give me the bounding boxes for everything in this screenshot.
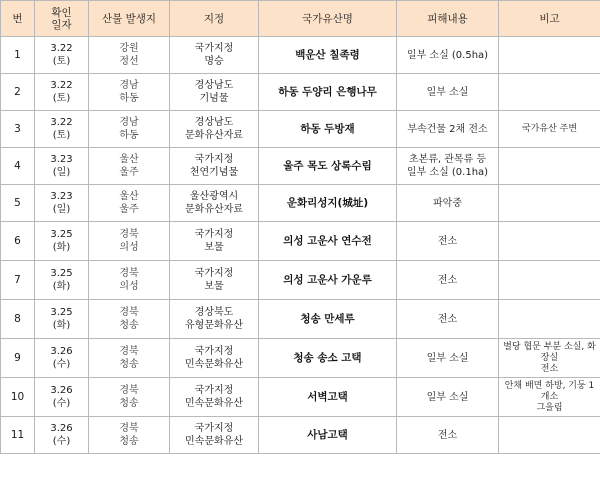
cell-note: [499, 148, 600, 185]
cell-designation-line2: 민속문화유산: [185, 359, 243, 370]
table-row: [1, 37, 600, 74]
cell-region: [89, 185, 170, 222]
cell-no-line1: 6: [14, 234, 21, 247]
table-row: [1, 148, 600, 185]
table-row: [1, 74, 600, 111]
cell-heritage-name: [259, 339, 397, 378]
cell-designation-line2: 기념물: [199, 93, 229, 104]
cell-region-line2: 의성: [119, 242, 139, 253]
cell-region: [89, 222, 170, 261]
cell-damage-line2: 일부 소실 (0.1ha): [406, 167, 489, 178]
cell-region-line1: 경북: [119, 423, 139, 434]
cell-designation-line2: 유형문화유산: [185, 320, 243, 331]
cell-no-line1: 9: [14, 351, 21, 364]
header-region: 산불 발생지: [89, 1, 170, 37]
cell-damage: [397, 261, 499, 300]
cell-date-line1: 3.22: [50, 80, 73, 91]
cell-designation: [170, 378, 259, 417]
cell-designation-line2: 민속문화유산: [185, 398, 243, 409]
cell-region-line2: 청송: [119, 436, 139, 447]
cell-region: [89, 111, 170, 148]
cell-date-line2: (일): [52, 167, 71, 178]
cell-damage-line1: 일부 소실: [426, 391, 469, 403]
cell-designation: [170, 111, 259, 148]
cell-date: [35, 222, 89, 261]
table-row: [1, 417, 600, 454]
cell-designation-line2: 문화유산자료: [185, 204, 243, 215]
cell-note: [499, 339, 600, 378]
header-name: 국가유산명: [259, 1, 397, 37]
cell-damage-line1: 초본류, 관목류 등: [408, 154, 487, 165]
cell-damage-line1: 일부 소실: [426, 86, 469, 98]
cell-region-line2: 하동: [119, 130, 139, 141]
cell-date-line1: 3.25: [50, 229, 73, 240]
cell-damage-line1: 일부 소실: [426, 352, 469, 364]
cell-note: [499, 417, 600, 454]
cell-region: [89, 417, 170, 454]
cell-heritage-name: [259, 378, 397, 417]
header-row: [1, 1, 600, 37]
cell-note: [499, 74, 600, 111]
cell-no: [1, 378, 35, 417]
cell-region-line1: 경북: [119, 346, 139, 357]
cell-region-line1: 울산: [119, 154, 139, 165]
header-designation: 지정: [170, 1, 259, 37]
cell-note-line1: 별당 협문 부분 소실, 화장실: [503, 341, 596, 363]
cell-heritage-name-line1: 울주 목도 상록수림: [283, 159, 372, 172]
cell-region: [89, 339, 170, 378]
cell-designation-line1: 국가지정: [194, 423, 234, 434]
table-row: [1, 185, 600, 222]
table-row: [1, 378, 600, 417]
header-date-line1: 확인: [51, 6, 72, 19]
cell-date-line2: (화): [52, 281, 71, 292]
cell-region-line2: 하동: [119, 93, 139, 104]
cell-region-line2: 정선: [119, 56, 139, 67]
cell-damage: [397, 378, 499, 417]
cell-no-line1: 1: [14, 48, 21, 61]
cell-region-line2: 청송: [119, 320, 139, 331]
cell-no-line1: 8: [14, 312, 21, 325]
cell-date: [35, 300, 89, 339]
cell-damage-line1: 부속건물 2채 전소: [407, 123, 488, 135]
cell-damage: [397, 222, 499, 261]
cell-date: [35, 148, 89, 185]
cell-date: [35, 339, 89, 378]
cell-damage-line1: 일부 소실 (0.5ha): [406, 49, 489, 61]
cell-date-line1: 3.25: [50, 307, 73, 318]
cell-heritage-name-line1: 운화리성지(城址): [286, 196, 369, 209]
cell-damage: [397, 74, 499, 111]
cell-heritage-name-line1: 백운산 칠족령: [295, 48, 360, 61]
cell-note-line2: 전소: [540, 363, 559, 374]
cell-designation-line2: 천연기념물: [189, 167, 239, 178]
cell-designation-line1: 국가지정: [194, 268, 234, 279]
cell-date-line1: 3.26: [50, 385, 73, 396]
cell-designation: [170, 261, 259, 300]
cell-note-line1: 안채 배면 하방, 기둥 1개소: [504, 380, 595, 402]
cell-note: [499, 37, 600, 74]
cell-heritage-name: [259, 74, 397, 111]
cell-damage-line1: 전소: [437, 274, 458, 286]
cell-date-line1: 3.22: [50, 117, 73, 128]
cell-damage: [397, 185, 499, 222]
cell-heritage-name-line1: 청송 송소 고택: [293, 351, 362, 364]
cell-no: [1, 339, 35, 378]
cell-designation-line1: 국가지정: [194, 229, 234, 240]
cell-damage: [397, 37, 499, 74]
cell-date-line1: 3.23: [50, 154, 73, 165]
cell-date: [35, 111, 89, 148]
cell-date-line1: 3.22: [50, 43, 73, 54]
cell-no-line1: 3: [14, 122, 21, 135]
cell-heritage-name: [259, 37, 397, 74]
cell-heritage-name: [259, 222, 397, 261]
cell-date-line1: 3.26: [50, 346, 73, 357]
cell-note-line2: 그을림: [536, 402, 563, 413]
cell-note: [499, 300, 600, 339]
cell-damage: [397, 111, 499, 148]
header-damage: 피해내용: [397, 1, 499, 37]
cell-designation-line2: 민속문화유산: [185, 436, 243, 447]
cell-designation-line1: 국가지정: [194, 43, 234, 54]
cell-heritage-name: [259, 111, 397, 148]
cell-designation: [170, 300, 259, 339]
cell-damage: [397, 300, 499, 339]
cell-designation-line1: 경상남도: [194, 80, 234, 91]
cell-designation: [170, 185, 259, 222]
cell-region-line1: 경북: [119, 268, 139, 279]
cell-no: [1, 300, 35, 339]
cell-damage-line1: 전소: [437, 429, 458, 441]
cell-region: [89, 300, 170, 339]
cell-region: [89, 37, 170, 74]
table-row: [1, 222, 600, 261]
cell-region-line2: 청송: [119, 398, 139, 409]
cell-no-line1: 5: [14, 196, 21, 209]
cell-damage-line1: 전소: [437, 235, 458, 247]
cell-date-line1: 3.25: [50, 268, 73, 279]
cell-date-line2: (토): [52, 130, 71, 141]
cell-date-line2: (수): [52, 398, 71, 409]
cell-no: [1, 74, 35, 111]
cell-region-line1: 경북: [119, 307, 139, 318]
header-date: [35, 1, 89, 37]
cell-heritage-name-line1: 하동 두양리 은행나무: [278, 85, 377, 98]
header-no: 번: [1, 1, 35, 37]
cell-no-line1: 2: [14, 85, 21, 98]
table-row: [1, 261, 600, 300]
cell-designation-line1: 국가지정: [194, 385, 234, 396]
cell-date-line2: (수): [52, 359, 71, 370]
cell-region-line1: 강원: [119, 43, 139, 54]
cell-region-line2: 의성: [119, 281, 139, 292]
cell-no: [1, 37, 35, 74]
cell-designation-line2: 문화유산자료: [185, 130, 243, 141]
cell-date-line2: (수): [52, 436, 71, 447]
cell-heritage-name-line1: 사남고택: [307, 428, 348, 441]
cell-damage-line1: 파악중: [433, 197, 462, 209]
cell-region: [89, 74, 170, 111]
cell-designation-line1: 국가지정: [194, 346, 234, 357]
cell-no: [1, 148, 35, 185]
cell-designation: [170, 37, 259, 74]
cell-region-line2: 청송: [119, 359, 139, 370]
cell-heritage-name-line1: 의성 고운사 가운루: [283, 273, 372, 286]
cell-designation: [170, 222, 259, 261]
cell-designation-line1: 국가지정: [194, 154, 234, 165]
cell-region-line2: 울주: [119, 167, 139, 178]
cell-note: [499, 111, 600, 148]
cell-no-line1: 4: [14, 159, 21, 172]
cell-region-line1: 경남: [119, 117, 139, 128]
header-note: 비고: [499, 1, 600, 37]
cell-heritage-name-line1: 하동 두방재: [300, 122, 355, 135]
cell-date: [35, 378, 89, 417]
header-date-line2: 일자: [51, 18, 72, 31]
cell-date: [35, 74, 89, 111]
cell-no: [1, 111, 35, 148]
cell-date-line1: 3.23: [50, 191, 73, 202]
table-row: [1, 339, 600, 378]
cell-date: [35, 417, 89, 454]
cell-date-line2: (토): [52, 93, 71, 104]
cell-designation-line1: 경상북도: [194, 307, 234, 318]
cell-region-line1: 울산: [119, 191, 139, 202]
cell-date-line2: (화): [52, 242, 71, 253]
cell-no: [1, 261, 35, 300]
cell-designation-line2: 보물: [204, 242, 224, 253]
cell-damage: [397, 417, 499, 454]
cell-designation-line1: 경상남도: [194, 117, 234, 128]
cell-region-line1: 경남: [119, 80, 139, 91]
cell-region-line1: 경북: [119, 385, 139, 396]
cell-date: [35, 37, 89, 74]
cell-damage-line1: 전소: [437, 313, 458, 325]
cell-designation: [170, 339, 259, 378]
cell-no: [1, 222, 35, 261]
cell-region-line2: 울주: [119, 204, 139, 215]
cell-heritage-name: [259, 300, 397, 339]
cell-region-line1: 경북: [119, 229, 139, 240]
cell-designation: [170, 148, 259, 185]
cell-heritage-name-line1: 의성 고운사 연수전: [283, 234, 372, 247]
cell-designation: [170, 417, 259, 454]
cell-date: [35, 261, 89, 300]
cell-no: [1, 185, 35, 222]
cell-no-line1: 10: [10, 390, 25, 403]
cell-date-line1: 3.26: [50, 423, 73, 434]
cell-region: [89, 378, 170, 417]
cell-note: [499, 261, 600, 300]
cell-no-line1: 11: [10, 428, 25, 441]
cell-designation: [170, 74, 259, 111]
cell-region: [89, 261, 170, 300]
cell-no: [1, 417, 35, 454]
cell-note-line1: 국가유산 주변: [521, 123, 578, 134]
cell-note: [499, 185, 600, 222]
cell-note: [499, 378, 600, 417]
cell-date-line2: (토): [52, 56, 71, 67]
cell-heritage-name: [259, 148, 397, 185]
cell-date-line2: (일): [52, 204, 71, 215]
cell-region: [89, 148, 170, 185]
cell-heritage-name-line1: 서벽고택: [307, 390, 348, 403]
cell-designation-line1: 울산광역시: [189, 191, 239, 202]
cell-heritage-name: [259, 185, 397, 222]
cell-heritage-name: [259, 261, 397, 300]
cell-designation-line2: 명승: [204, 56, 224, 67]
cell-heritage-name-line1: 청송 만세루: [300, 312, 355, 325]
table-row: [1, 111, 600, 148]
table-row: [1, 300, 600, 339]
cell-damage: [397, 148, 499, 185]
cell-date-line2: (화): [52, 320, 71, 331]
cell-designation-line2: 보물: [204, 281, 224, 292]
cell-no-line1: 7: [14, 273, 21, 286]
cell-damage: [397, 339, 499, 378]
cell-heritage-name: [259, 417, 397, 454]
cell-note: [499, 222, 600, 261]
cell-date: [35, 185, 89, 222]
